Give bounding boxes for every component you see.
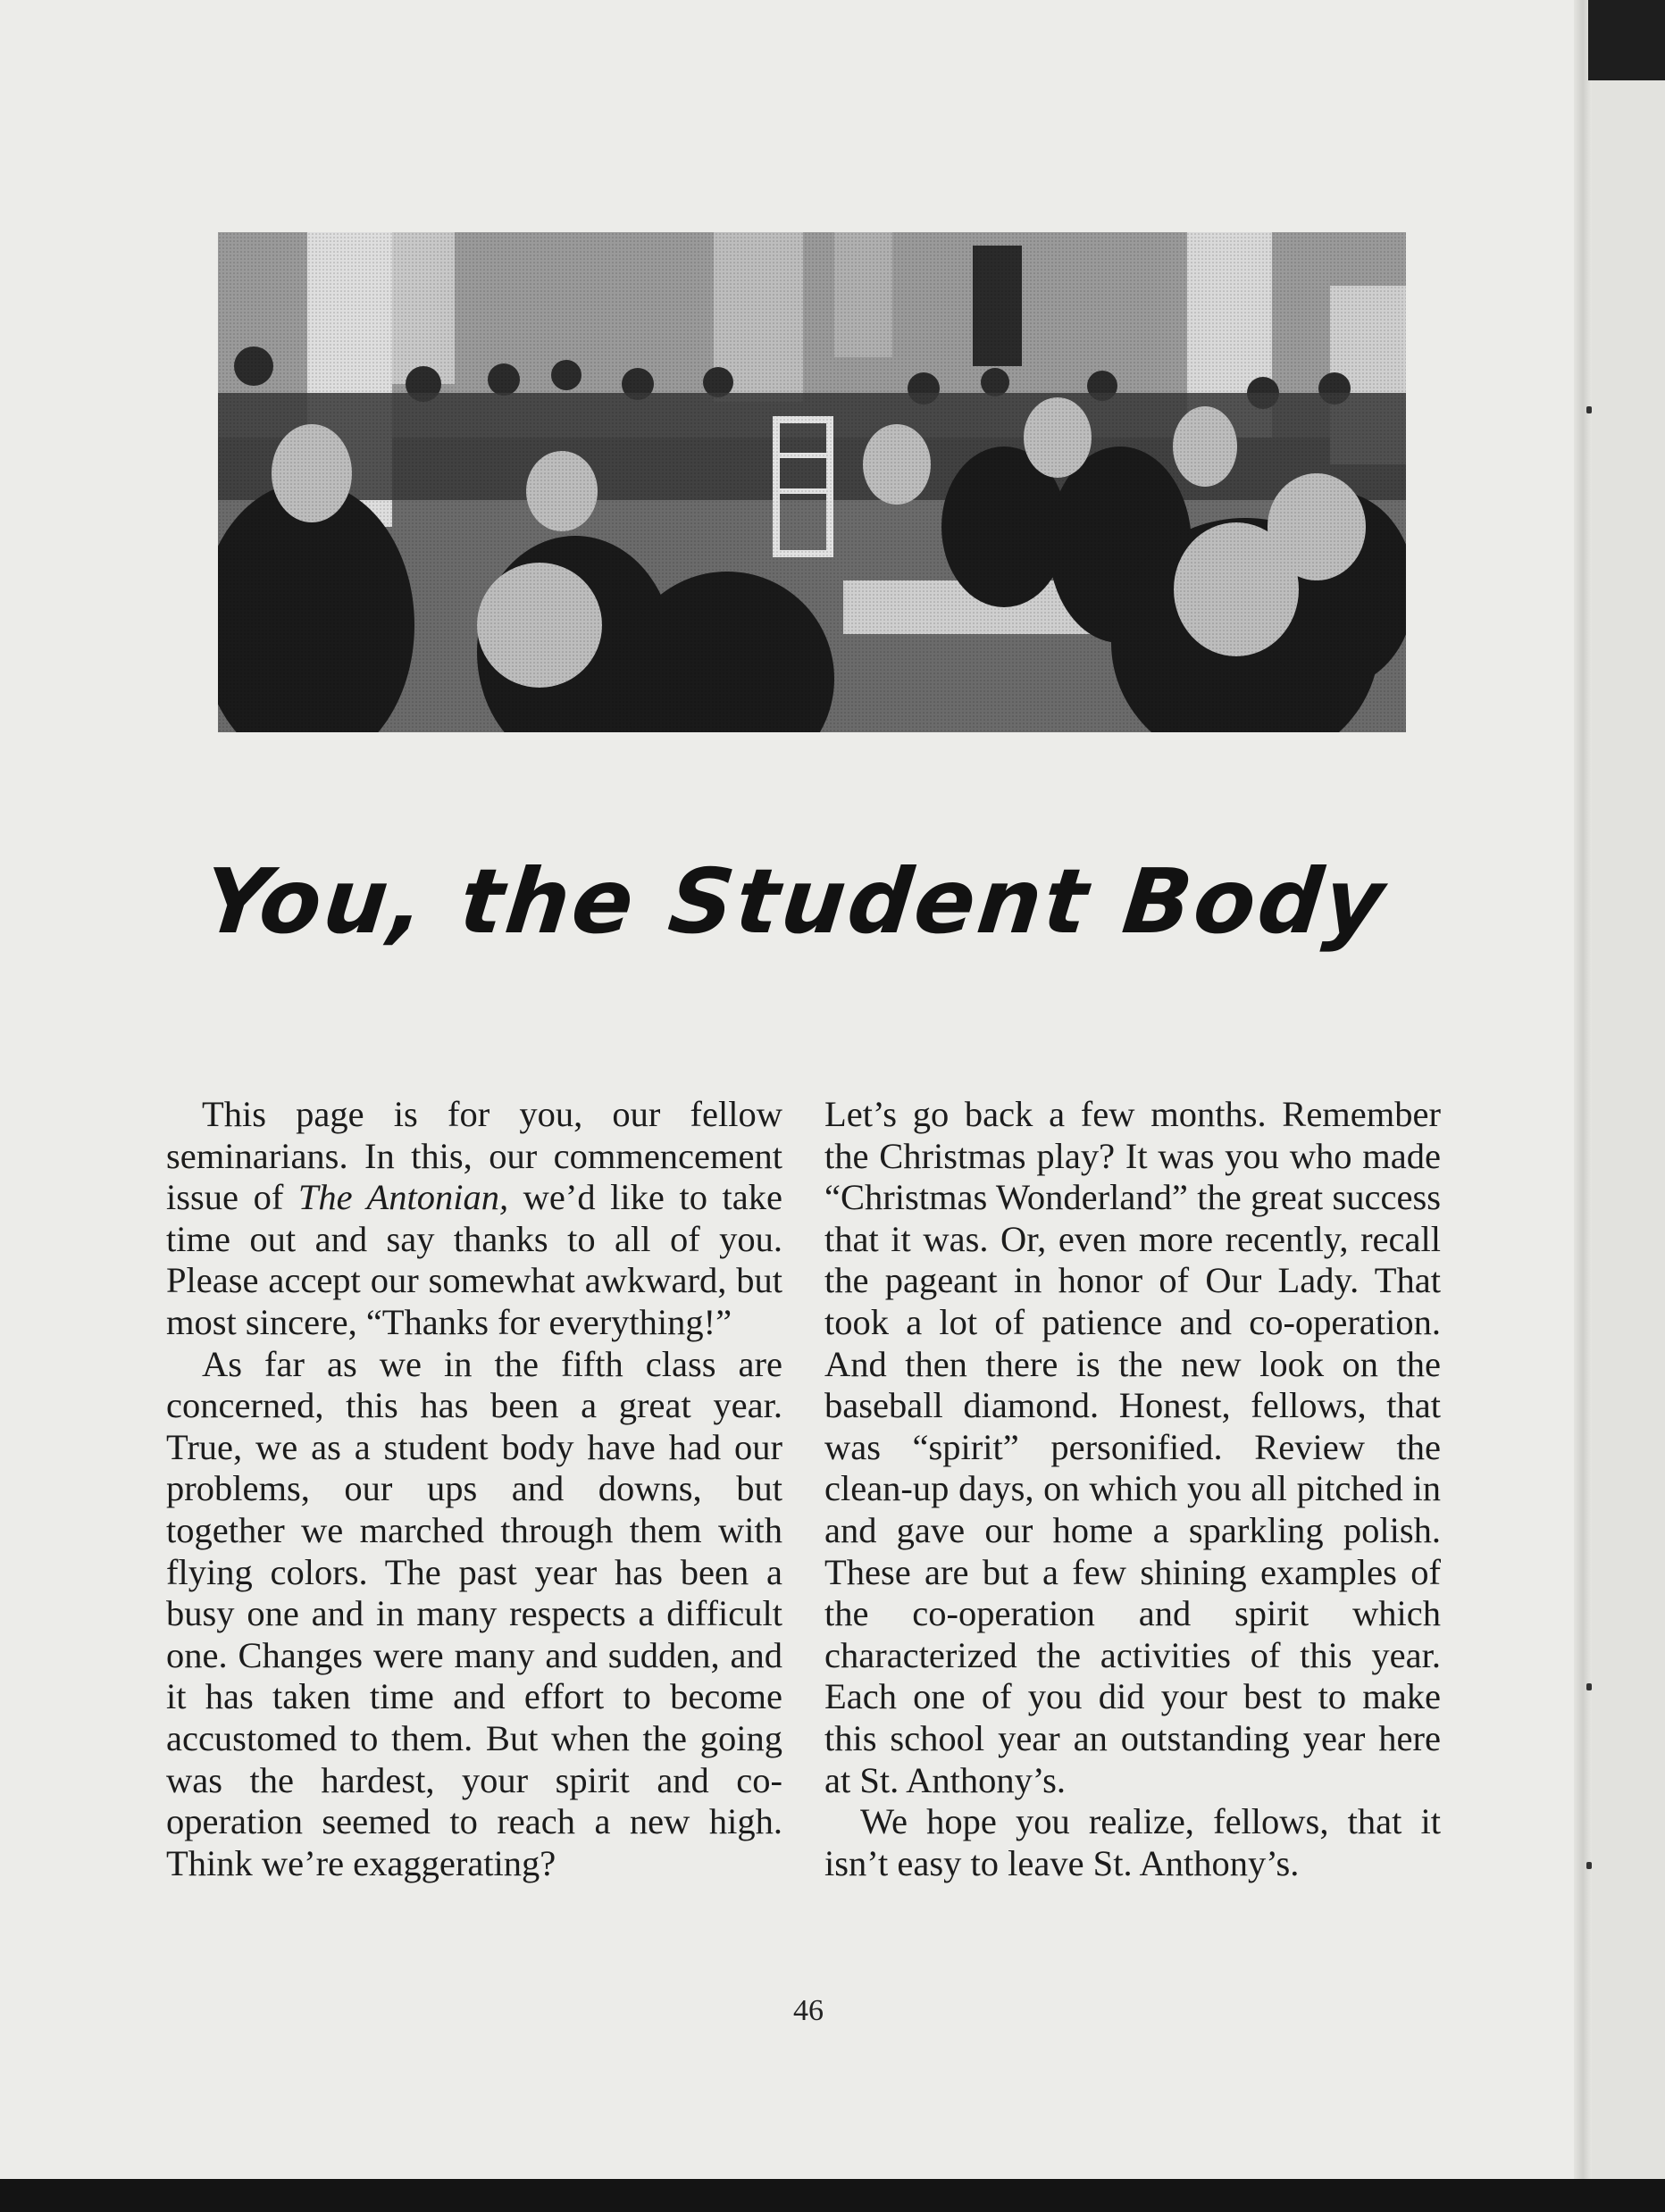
publication-title: The Antonian,	[297, 1177, 509, 1218]
article-paragraph	[824, 1801, 1441, 1884]
paragraph-text: Let’s go back a few months. Remember the Christmas play? It was you who made “Christmas Wonderland” the great success that it was. Or, even more recently, recall the pageant in honor of Our Lady. That took a lot of patience and co-operation. And then there is the new look on the baseball diamond. Honest, fellows, that was “spirit” personified. Review the clean-up days, on which you all pitched in and gave our home a sparkling polish. These are but a few shining examples of the co-operation and spirit which characterized the activities of this year. Each one of you did your best to make this school year an outstanding year here at St. Anthony’s.	[824, 1094, 1441, 1800]
article-paragraph	[166, 1344, 782, 1885]
scan-speck	[1586, 1683, 1592, 1690]
page-title: You, the Student Body	[198, 849, 1392, 954]
scan-speck	[1586, 1862, 1592, 1869]
article-paragraph	[166, 1094, 782, 1344]
paragraph-text: As far as we in the fifth class are concerned, this has been a great year. True, we as a student body have had our problems, our ups and downs, but together we marched through them with flying colors. The past year has been a busy one and in many respects a difficult one. Changes were many and sudden, and it has taken time and effort to become accustomed to them. But when the going was the hardest, your spirit and co-operation seemed to reach a new high. Think we’re exaggerating?	[166, 1343, 782, 1883]
paragraph-text: This page is for you, our fellow seminarians. In this, our commencement issue of	[166, 1094, 782, 1218]
scan-bottom-shadow	[0, 2179, 1665, 2212]
article-column-left	[166, 1094, 782, 1884]
scan-corner-shadow	[1588, 0, 1665, 80]
dining-hall-photo	[218, 232, 1406, 732]
page-number: 46	[793, 1994, 824, 2027]
article-column-right	[824, 1094, 1441, 1884]
adjacent-page-edge	[1592, 0, 1665, 2179]
article-paragraph	[824, 1094, 1441, 1801]
scan-speck	[1586, 406, 1592, 413]
photo-illustration	[218, 232, 1406, 732]
paragraph-text: we’d like to take time out and say thanks to all of you. Please accept our somewhat awkward, but most sincere, “Thanks for everything!”	[166, 1177, 782, 1342]
page-spine	[1574, 0, 1592, 2179]
paragraph-text: We hope you realize, fellows, that it isn’t easy to leave St. Anthony’s.	[824, 1801, 1441, 1883]
